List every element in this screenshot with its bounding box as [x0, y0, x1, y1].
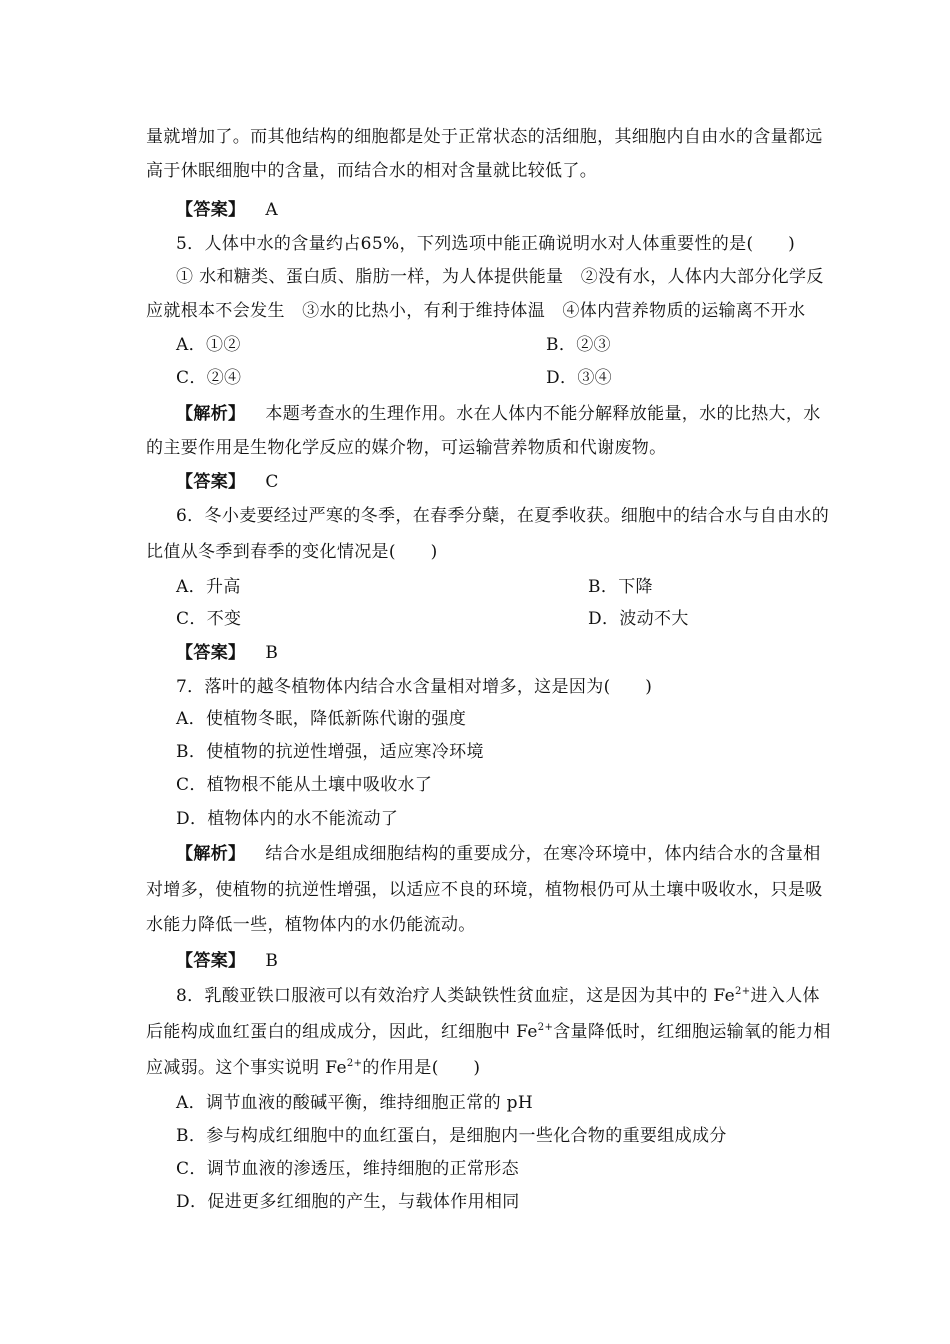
option-c: C．调节血液的渗透压，维持细胞的正常形态 — [176, 1159, 520, 1179]
answer-tag: 【答案】 — [176, 643, 246, 663]
superscript: 2+ — [537, 1022, 554, 1033]
question-stem: 比值从冬季到春季的变化情况是( ) — [146, 542, 438, 562]
explanation-line: 对增多，使植物的抗逆性增强，以适应不良的环境，植物根仍可从土壤中吸收水，只是吸 — [146, 880, 823, 900]
option-b: B．参与构成红细胞中的血红蛋白，是细胞内一些化合物的重要组成成分 — [176, 1126, 727, 1146]
option-a: A．调节血液的酸碱平衡，维持细胞正常的 pH — [176, 1093, 534, 1113]
answer-tag: 【答案】 — [176, 951, 246, 971]
question-stem: 6．冬小麦要经过严寒的冬季，在春季分蘖，在夏季收获。细胞中的结合水与自由水的 — [176, 506, 830, 526]
question-stem — [146, 1057, 810, 1079]
question-stem — [176, 985, 840, 1007]
stem-text: 进入人体 — [750, 986, 820, 1006]
explanation-line: 水能力降低一些，植物体内的水仍能流动。 — [146, 915, 476, 935]
option-c: C．②④ — [176, 368, 242, 388]
statement-line: 应就根本不会发生 ③水的比热小，有利于维持体温 ④体内营养物质的运输离不开水 — [146, 301, 806, 321]
option-d: D．植物体内的水不能流动了 — [176, 809, 399, 829]
stem-text: 含量降低时，红细胞运输氧的能力相 — [553, 1022, 831, 1042]
statement-line: ① 水和糖类、蛋白质、脂肪一样，为人体提供能量 ②没有水，人体内大部分化学反 — [176, 267, 824, 287]
option-a: A．使植物冬眠，降低新陈代谢的强度 — [176, 709, 467, 729]
option-a: A．升高 — [176, 577, 241, 597]
stem-text: 应减弱。这个事实说明 Fe — [146, 1058, 347, 1078]
option-b: B．②③ — [546, 335, 611, 355]
superscript: 2+ — [346, 1058, 363, 1069]
answer-line — [176, 199, 840, 221]
explanation-text: 结合水是组成细胞结构的重要成分，在寒冷环境中，体内结合水的含量相 — [265, 844, 821, 864]
stem-text: 8．乳酸亚铁口服液可以有效治疗人类缺铁性贫血症，这是因为其中的 Fe — [176, 986, 736, 1006]
answer-value: B — [265, 951, 279, 971]
option-d: D．③④ — [546, 368, 613, 388]
answer-line — [176, 642, 840, 664]
superscript: 2+ — [735, 986, 751, 997]
question-stem: 5．人体中水的含量约占65%，下列选项中能正确说明水对人体重要性的是( ) — [176, 234, 796, 254]
answer-line — [176, 950, 840, 972]
option-d: D．波动不大 — [588, 609, 689, 629]
option-d: D．促进更多红细胞的产生，与载体作用相同 — [176, 1192, 520, 1212]
question-stem — [146, 1021, 831, 1043]
text-line: 量就增加了。而其他结构的细胞都是处于正常状态的活细胞，其细胞内自由水的含量都远 — [146, 127, 823, 147]
explanation-text: 本题考查水的生理作用。水在人体内不能分解释放能量，水的比热大，水 — [265, 404, 821, 424]
text-line: 高于休眠细胞中的含量，而结合水的相对含量就比较低了。 — [146, 161, 598, 181]
explanation-tag: 【解析】 — [176, 404, 246, 424]
answer-tag: 【答案】 — [176, 200, 246, 220]
answer-tag: 【答案】 — [176, 472, 246, 492]
option-c: C．植物根不能从土壤中吸收水了 — [176, 775, 433, 795]
explanation-line: 的主要作用是生物化学反应的媒介物，可运输营养物质和代谢废物。 — [146, 438, 667, 458]
answer-line — [176, 471, 840, 493]
question-stem: 7．落叶的越冬植物体内结合水含量相对增多，这是因为( ) — [176, 677, 653, 697]
answer-value: C — [265, 472, 279, 492]
explanation-line — [176, 843, 840, 865]
stem-text: 后能构成血红蛋白的组成成分，因此，红细胞中 Fe — [146, 1022, 538, 1042]
explanation-tag: 【解析】 — [176, 844, 246, 864]
answer-value: A — [265, 200, 279, 220]
stem-text: 的作用是( ) — [362, 1058, 481, 1078]
explanation-line — [176, 403, 840, 425]
answer-value: B — [265, 643, 279, 663]
option-c: C．不变 — [176, 609, 242, 629]
option-b: B．使植物的抗逆性增强，适应寒冷环境 — [176, 742, 484, 762]
option-a: A．①② — [176, 335, 241, 355]
option-b: B．下降 — [588, 577, 653, 597]
